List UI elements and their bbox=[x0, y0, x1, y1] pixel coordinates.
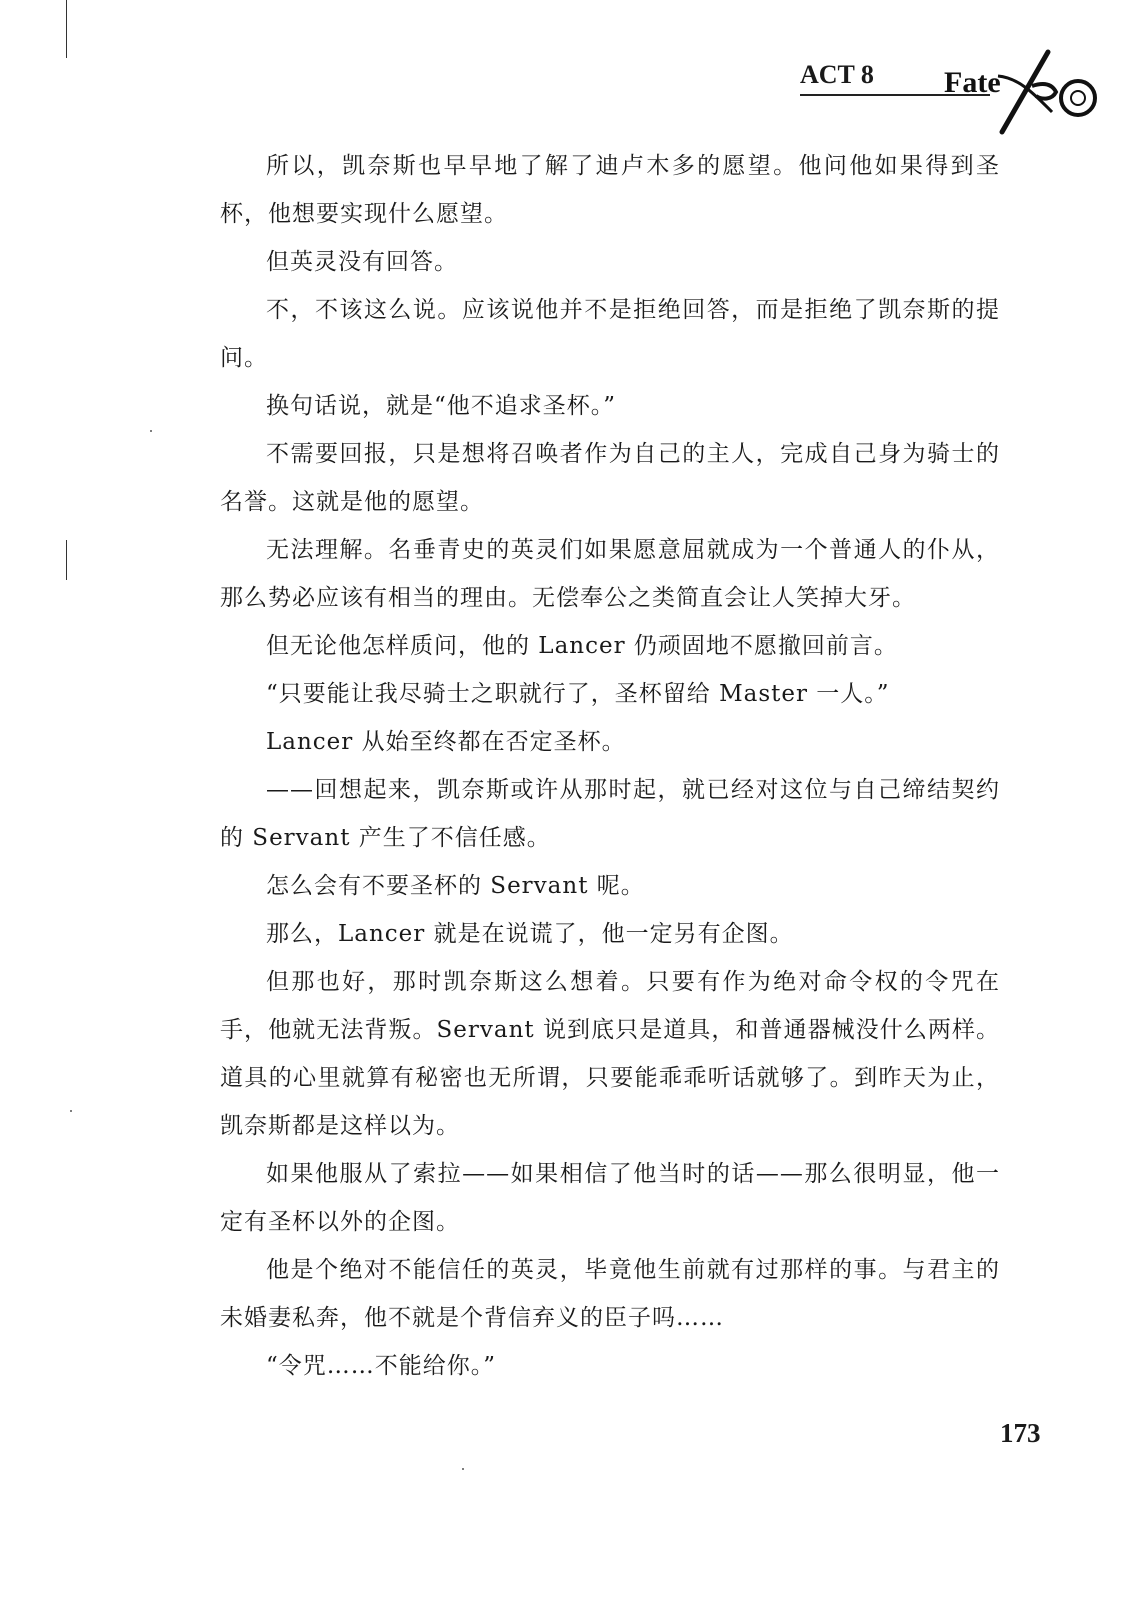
logo-wordmark: Fate bbox=[944, 66, 1001, 99]
paragraph: “只要能让我尽骑士之职就行了，圣杯留给 Master 一人。” bbox=[266, 681, 890, 707]
running-header bbox=[800, 48, 1130, 140]
paragraph: 怎么会有不要圣杯的 Servant 呢。 bbox=[266, 873, 645, 899]
paragraph: 但那也好，那时凯奈斯这么想着。只要有作为绝对命令权的令咒在手，他就无法背叛。Servant 说到底只是道具，和普通器械没什么两样。道具的心里就算有秘密也无所谓，只要能乖乖听话就够了。到昨天为止，凯奈斯都是这样以为。 bbox=[220, 969, 1000, 1139]
scan-speck bbox=[70, 1110, 72, 1112]
paragraph: 无法理解。名垂青史的英灵们如果愿意屈就成为一个普通人的仆从，那么势必应该有相当的理由。无偿奉公之类简直会让人笑掉大牙。 bbox=[220, 537, 1000, 611]
scan-speck bbox=[150, 430, 152, 432]
paragraph: 但英灵没有回答。 bbox=[266, 249, 458, 275]
page-number: 173 bbox=[1000, 1418, 1041, 1448]
paragraph: “令咒……不能给你。” bbox=[266, 1353, 497, 1379]
paragraph: 不需要回报，只是想将召唤者作为自己的主人，完成自己身为骑士的名誉。这就是他的愿望。 bbox=[220, 441, 1000, 515]
paragraph: 如果他服从了索拉——如果相信了他当时的话——那么很明显，他一定有圣杯以外的企图。 bbox=[220, 1161, 1000, 1235]
fate-zero-logo bbox=[940, 48, 1110, 140]
paragraph: ——回想起来，凯奈斯或许从那时起，就已经对这位与自己缔结契约的 Servant 产生了不信任感。 bbox=[220, 777, 1000, 851]
scan-speck bbox=[462, 1468, 464, 1470]
paragraph: 那么，Lancer 就是在说谎了，他一定另有企图。 bbox=[266, 921, 794, 947]
scan-margin-mark bbox=[66, 540, 67, 580]
paragraph: 所以，凯奈斯也早早地了解了迪卢木多的愿望。他问他如果得到圣杯，他想要实现什么愿望。 bbox=[220, 153, 1000, 227]
chapter-label: ACT 8 bbox=[800, 60, 874, 89]
paragraph: 但无论他怎样质问，他的 Lancer 仍顽固地不愿撤回前言。 bbox=[266, 633, 898, 659]
scan-margin-mark bbox=[66, 0, 67, 58]
paragraph: Lancer 从始至终都在否定圣杯。 bbox=[266, 729, 626, 755]
paragraph: 不，不该这么说。应该说他并不是拒绝回答，而是拒绝了凯奈斯的提问。 bbox=[220, 297, 1000, 371]
paragraph: 他是个绝对不能信任的英灵，毕竟他生前就有过那样的事。与君主的未婚妻私奔，他不就是个背信弃义的臣子吗…… bbox=[220, 1257, 1000, 1331]
paragraph: 换句话说，就是“他不追求圣杯。” bbox=[266, 393, 617, 419]
body-text bbox=[220, 142, 1000, 1390]
